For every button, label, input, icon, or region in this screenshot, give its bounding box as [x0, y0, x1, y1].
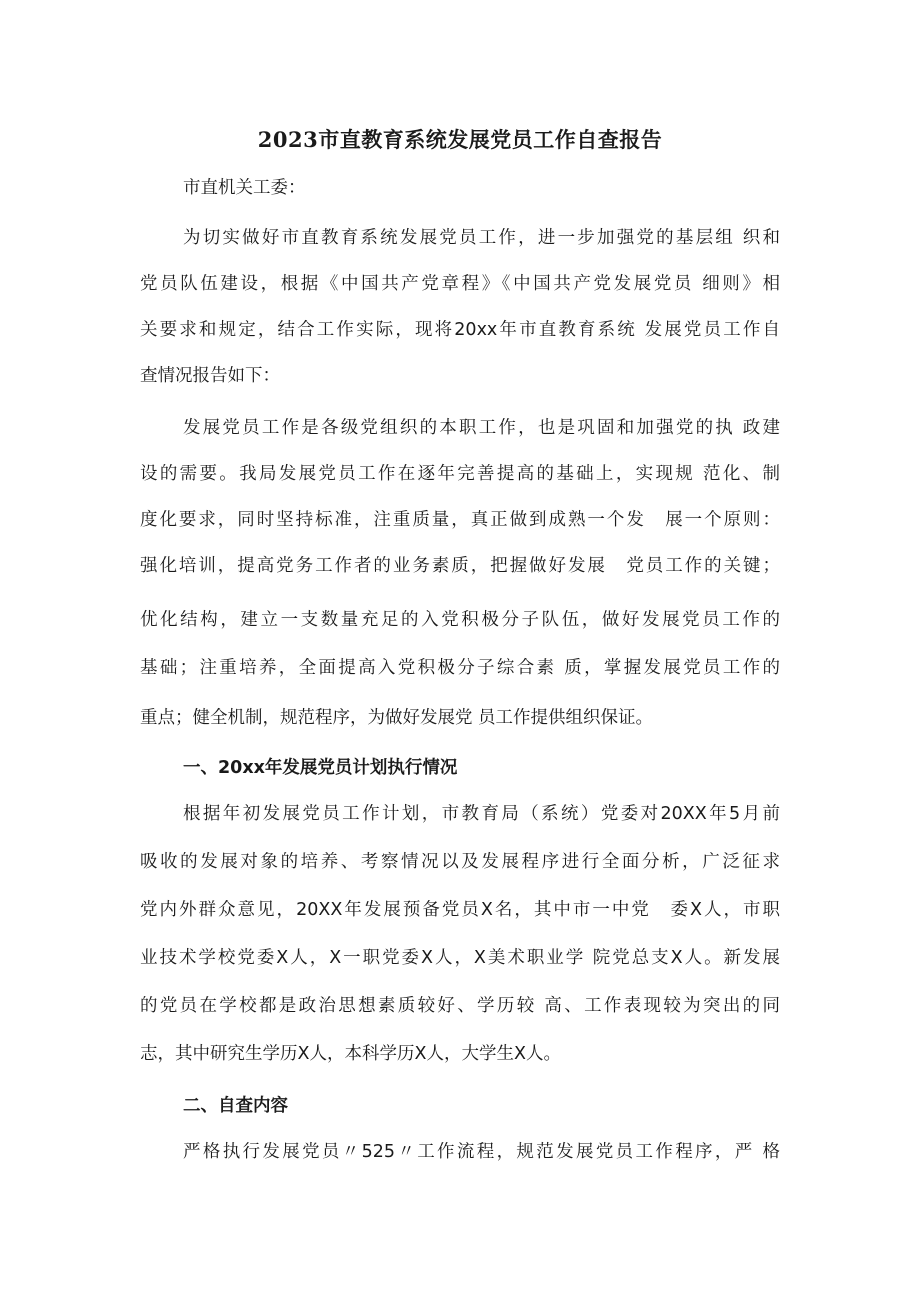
- paragraph-line: 业技术学校党委X人，X一职党委X人，X美术职业学 院党总支X人。新发展: [140, 948, 780, 968]
- paragraph-line: 重点；健全机制，规范程序，为做好发展党 员工作提供组织保证。: [140, 708, 654, 728]
- paragraph-line: 吸收的发展对象的培养、考察情况以及发展程序进行全面分析，广泛征求: [140, 852, 780, 872]
- paragraph-line: 志，其中研究生学历X人，本科学历X人，大学生X人。: [140, 1044, 561, 1064]
- paragraph-line: 为切实做好市直教育系统发展党员工作，进一步加强党的基层组 织和: [183, 228, 780, 248]
- paragraph-line: 严格执行发展党员〃525〃工作流程，规范发展党员工作程序，严 格: [183, 1142, 780, 1162]
- paragraph-line: 优化结构，建立一支数量充足的入党积极分子队伍，做好发展党员工作的: [140, 610, 780, 630]
- paragraph-line: 党员队伍建设，根据《中国共产党章程》《中国共产党发展党员 细则》相: [140, 274, 780, 294]
- section-heading-2: 二、自查内容: [183, 1096, 288, 1116]
- paragraph-line: 设的需要。我局发展党员工作在逐年完善提高的基础上，实现规 范化、制: [140, 464, 780, 484]
- paragraph-line: 党内外群众意见，20XX年发展预备党员X名，其中市一中党 委X人，市职: [140, 900, 780, 920]
- paragraph-line: 度化要求，同时坚持标准，注重质量，真正做到成熟一个发 展一个原则：: [140, 510, 780, 530]
- document-title: 2023市直教育系统发展党员工作自查报告: [257, 127, 663, 152]
- section-heading-1: 一、20xx年发展党员计划执行情况: [183, 758, 458, 778]
- paragraph-line: 发展党员工作是各级党组织的本职工作，也是巩固和加强党的执 政建: [183, 418, 780, 438]
- paragraph-line: 基础；注重培养，全面提高入党积极分子综合素 质，掌握发展党员工作的: [140, 658, 780, 678]
- paragraph-line: 关要求和规定，结合工作实际，现将20xx年市直教育系统 发展党员工作自: [140, 320, 780, 340]
- paragraph-line: 根据年初发展党员工作计划，市教育局（系统）党委对20XX年5月前: [183, 804, 780, 824]
- salutation: 市直机关工委：: [183, 178, 306, 198]
- paragraph-line: 的党员在学校都是政治思想素质较好、学历较 高、工作表现较为突出的同: [140, 996, 780, 1016]
- paragraph-line: 查情况报告如下：: [140, 366, 280, 386]
- paragraph-line: 强化培训，提高党务工作者的业务素质，把握做好发展 党员工作的关键；: [140, 556, 780, 576]
